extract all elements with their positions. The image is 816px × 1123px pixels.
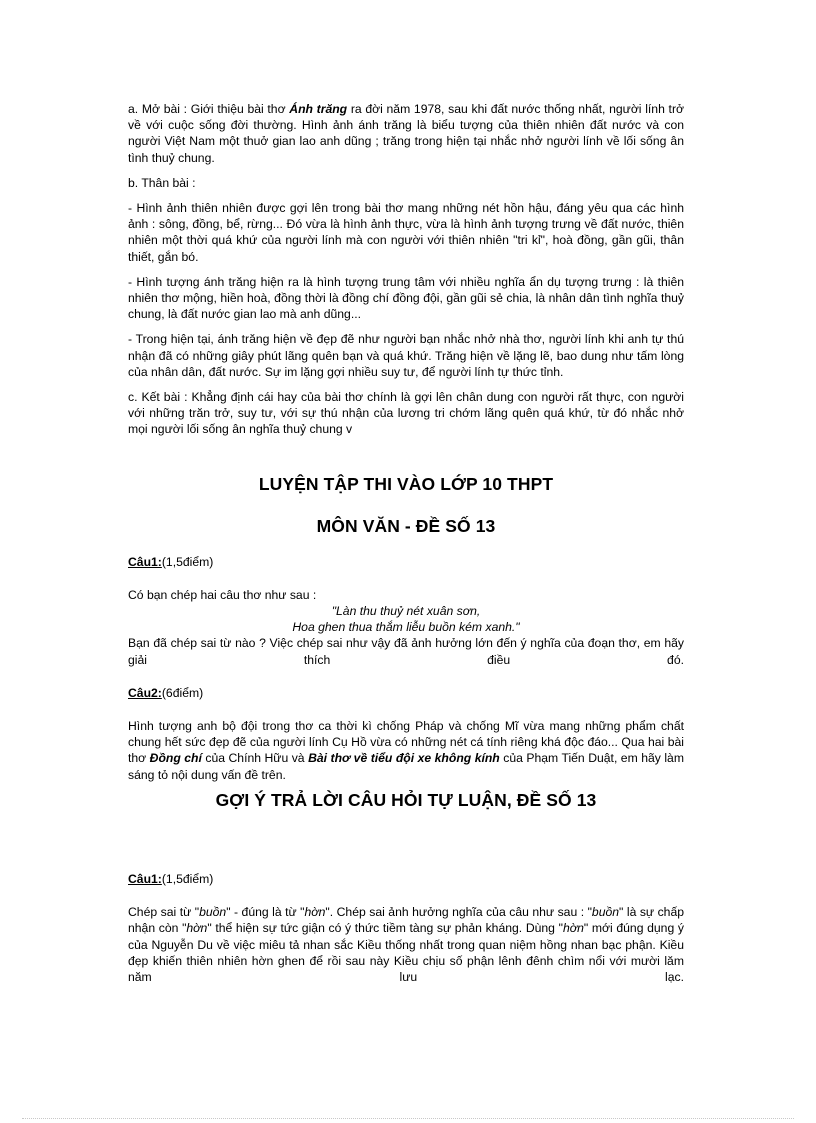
mo-bai-paragraph: a. Mở bài : Giới thiệu bài thơ Ánh trăng ra đời năm 1978, sau khi đất nước thống nhất, người lính trở về với cuộc sống đời thường. Hình ảnh ánh trăng là biểu tượng của thiên nhiên đất nước và con người Việt Nam một thuở gian lao anh dũng ; trăng trong hiện tại nhắc nhở người lính về lối sống ân tình thuỷ chung. (128, 102, 684, 165)
answer-1-label: Câu1: (128, 871, 162, 886)
poem-line-1: "Làn thu thuỷ nét xuân sơn, (331, 604, 481, 619)
question-1-score: (1,5điểm) (161, 554, 214, 569)
than-bai-point-2: - Hình tượng ánh trăng hiện ra là hình tượng trung tâm với nhiều nghĩa ẩn dụ tượng trưng : là thiên nhiên thơ mộng, hiền hoà, đồng thời là đồng chí đồng đội, gần gũi sẻ chia, là nhân dân tình nghĩa thuỷ chung, là đất nước gian lao mà anh dũng... (128, 274, 684, 322)
exam-subtitle: MÔN VĂN - ĐỀ SỐ 13 (316, 515, 496, 536)
than-bai-label: b. Thân bài : (128, 175, 196, 190)
page-bottom-border (22, 1118, 794, 1119)
poem-title-anh-trang: Ánh trăng (289, 102, 348, 116)
answer-1-score: (1,5điểm) (161, 871, 214, 886)
answers-title: GỢI Ý TRẢ LỜI CÂU HỎI TỰ LUẬN, ĐỀ SỐ 13 (215, 789, 597, 810)
question-2-text: Hình tượng anh bộ đội trong thơ ca thời kì chống Pháp và chống Mĩ vừa mang những phẩm chất chung hết sức đẹp đẽ của người lính Cụ Hồ vừa có những nét cá tính riêng khá độc đáo... Qua hai bài thơ Đồng chí của Chính Hữu và Bài thơ về tiểu đội xe không kính của Phạm Tiến Duật, em hãy làm sáng tỏ nội dung vấn đề trên. (128, 719, 684, 782)
question-1-label: Câu1: (128, 554, 162, 569)
question-1-lead: Có bạn chép hai câu thơ như sau : (128, 587, 317, 602)
question-2-header (128, 685, 684, 701)
question-2-score: (6điểm) (161, 685, 204, 700)
question-1-header (128, 554, 684, 570)
than-bai-point-1: - Hình ảnh thiên nhiên được gợi lên trong bài thơ mang những nét hồn hậu, đáng yêu qua các hình ảnh : sông, đồng, bể, rừng... Đó vừa là hình ảnh thực, vừa là hình ảnh tượng trưng về đất nước, thiên nhiên một thời quá khứ của người lính mà con người với thiên nhiên "tri kỉ", hoà đồng, gần gũi, thân thiết, gắn bó. (128, 201, 684, 264)
answer-1-text: Chép sai từ "buồn" - đúng là từ "hờn". Chép sai ảnh hưởng nghĩa của câu như sau : "buồn" là sự chấp nhận còn "hờn" thể hiện sự tức giận có ý thức tiềm tàng sự phản kháng. Dùng "hờn" mới đúng dụng ý của Nguyễn Du về việc miêu tả nhan sắc Kiều thống nhất trong quan niệm hồng nhan bạc phận. Kiều đẹp khiến thiên nhiên hờn ghen để rồi sau này Kiều chịu số phận lênh đênh chìm nổi với mười lăm năm lưu lạc. (128, 905, 685, 984)
exam-title: LUYỆN TẬP THI VÀO LỚP 10 THPT (258, 473, 554, 494)
ket-bai-paragraph: c. Kết bài : Khẳng định cái hay của bài thơ chính là gợi lên chân dung con người rất thực, con người với những trăn trở, suy tư, với sự thú nhận của lương tri chớm lãng quên quá khứ, từ đó nhắc nhở mọi người lối sống ân nghĩa thuỷ chung v (128, 390, 684, 437)
poem-title-tieu-doi-xe: Bài thơ về tiểu đội xe không kính (308, 751, 500, 766)
than-bai-point-3: - Trong hiện tại, ánh trăng hiện về đẹp đẽ như người bạn nhắc nhở nhà thơ, người lính khi anh tự thú nhận đã có những giây phút lãng quên bạn và quá khứ. Trăng hiện về lặng lẽ, bao dung như tấm lòng của nhân dân, đất nước. Sự im lặng gợi nhiều suy tư, để người lính tự thức tỉnh. (128, 332, 684, 379)
question-1-text: Bạn đã chép sai từ nào ? Việc chép sai như vậy đã ảnh hưởng lớn đến ý nghĩa của đoạn thơ, em hãy giải thích điều đó. (128, 636, 684, 667)
answer-1-header (128, 871, 684, 887)
question-2-label: Câu2: (128, 685, 162, 700)
document-page (128, 101, 684, 985)
poem-line-2: Hoa ghen thua thắm liễu buồn kém xanh." (292, 620, 520, 635)
poem-title-dong-chi: Đồng chí (149, 751, 202, 766)
